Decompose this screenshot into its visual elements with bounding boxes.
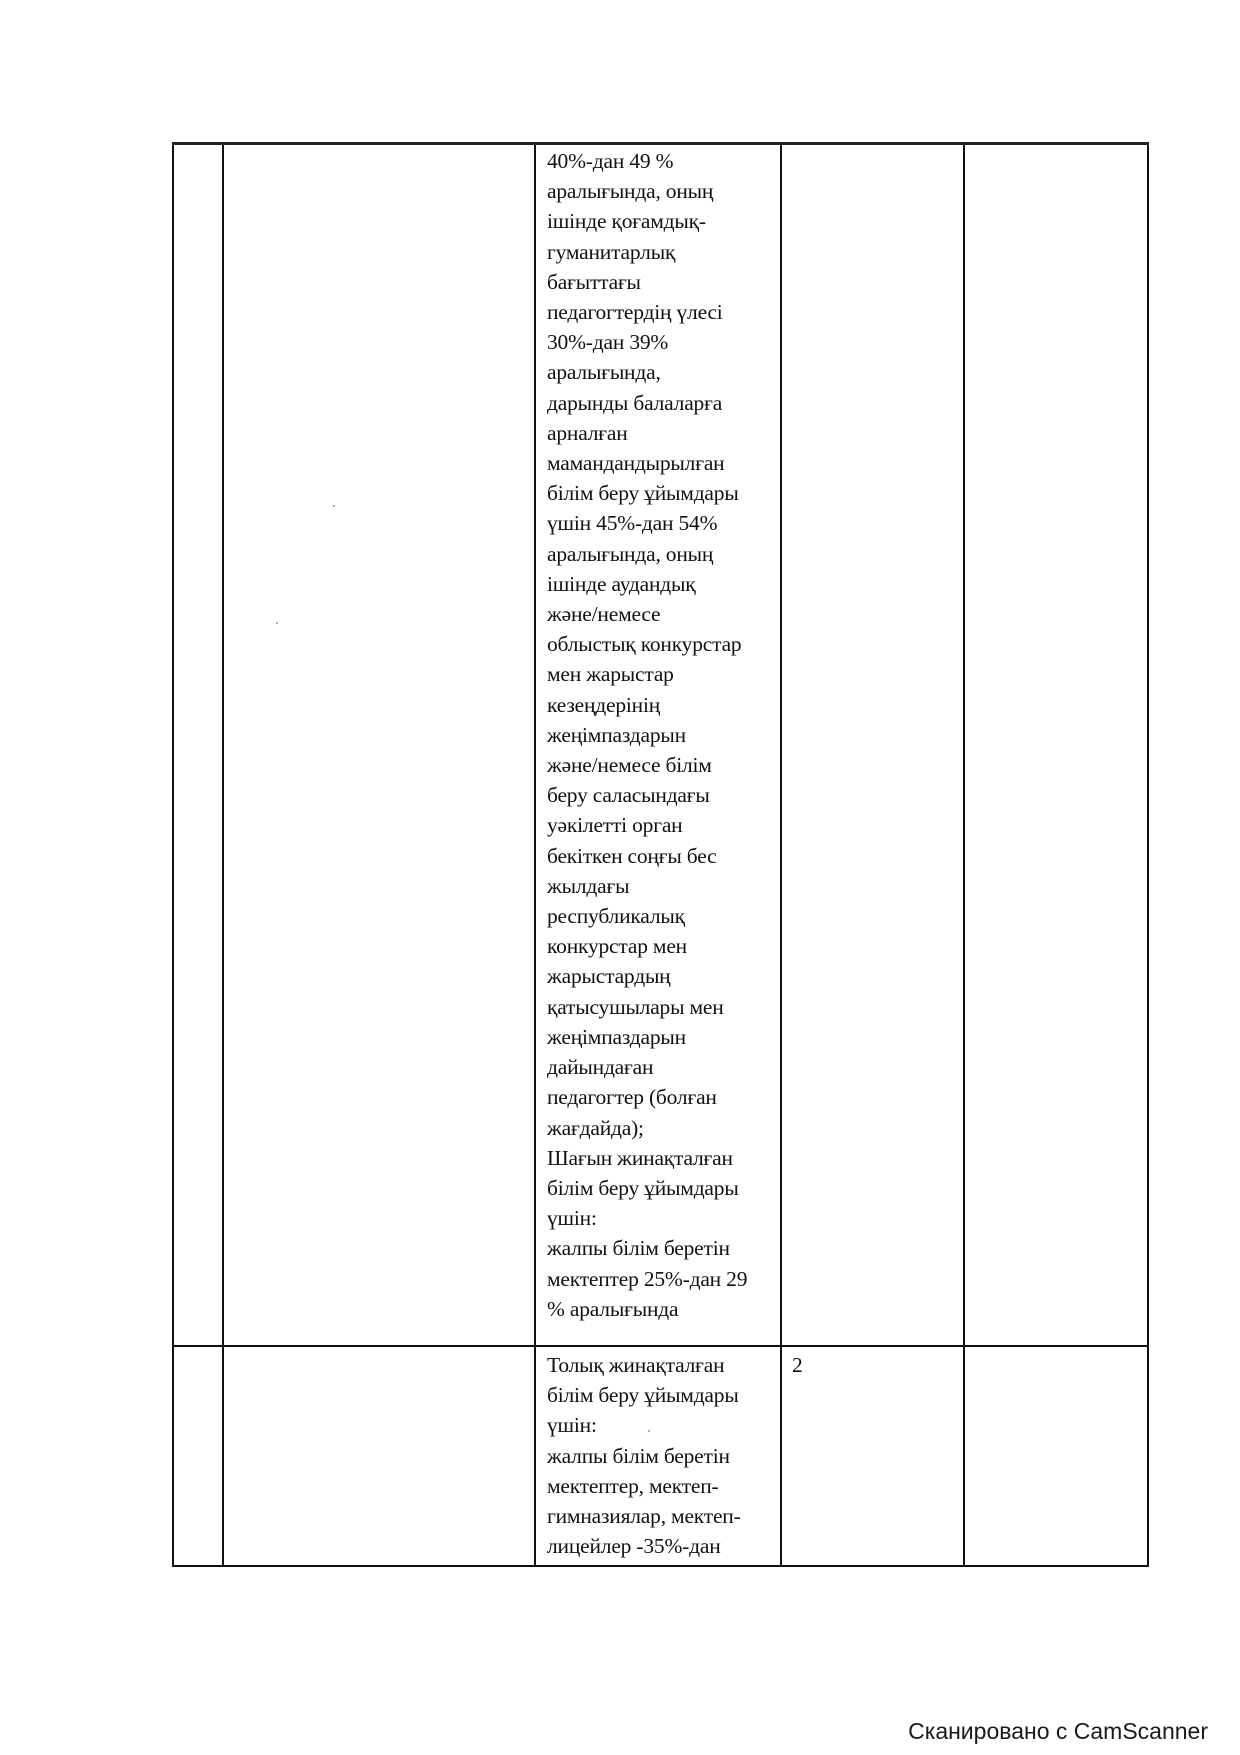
criteria-line: ішінде аудандық	[547, 571, 696, 596]
criteria-line: білім беру ұйымдары	[547, 1383, 739, 1408]
table-row	[173, 144, 1148, 1347]
criteria-line: жеңімпаздарын	[547, 1024, 686, 1049]
criteria-line: педагогтердің үлесі	[547, 300, 723, 325]
criteria-line: бағыттағы	[547, 269, 641, 294]
criteria-line: жарыстардың	[547, 964, 671, 989]
scan-speck	[276, 622, 278, 624]
criteria-line: мамандандырылған	[547, 451, 725, 476]
score-value	[782, 145, 963, 151]
criteria-line: білім беру ұйымдары	[547, 1175, 739, 1200]
criteria-line: Толық жинақталған	[547, 1353, 725, 1377]
criteria-line: қатысушылары мен	[547, 994, 724, 1019]
criteria-line: уәкілетті орган	[547, 813, 683, 838]
note-value	[965, 1347, 1147, 1353]
criteria-line: аралығында,	[547, 360, 661, 385]
criteria-line: педагогтер (болған	[547, 1085, 717, 1110]
score-cell	[781, 144, 964, 1347]
criteria-line: облыстық конкурстар	[547, 632, 742, 657]
criteria-line: ішінде қоғамдық-	[547, 209, 706, 234]
criteria-line: жеңімпаздарын	[547, 722, 686, 747]
criteria-line: жалпы білім беретін	[547, 1443, 730, 1468]
criteria-line: Шағын жинақталған	[547, 1145, 733, 1170]
criteria-line: лицейлер -35%-дан	[547, 1534, 721, 1559]
criteria-line: және/немесе	[547, 602, 661, 627]
table-row	[173, 1346, 1148, 1566]
note-value	[965, 145, 1147, 151]
number-cell	[173, 1346, 223, 1566]
criteria-line: мектептер, мектеп-	[547, 1473, 719, 1498]
criteria-line: жалпы білім беретін	[547, 1236, 730, 1261]
criteria-line: жағдайда);	[547, 1115, 644, 1140]
criteria-text	[536, 1347, 780, 1565]
number-cell	[173, 144, 223, 1347]
criteria-line: мектептер 25%-дан 29	[547, 1266, 748, 1291]
criteria-line: бекіткен соңғы бес	[547, 843, 717, 868]
criteria-line: кезеңдерінің	[547, 692, 661, 717]
indicator-cell	[223, 144, 535, 1347]
scan-speck	[648, 1430, 650, 1432]
indicator-cell	[223, 1346, 535, 1566]
scan-speck	[333, 505, 335, 507]
criteria-line: және/немесе білім	[547, 753, 712, 778]
score-cell	[781, 1346, 964, 1566]
criteria-line: үшін:	[547, 1413, 597, 1438]
score-value: 2	[792, 1353, 803, 1377]
criteria-line: республикалық	[547, 904, 685, 929]
note-cell	[964, 1346, 1148, 1566]
camscanner-watermark: Сканировано с CamScanner	[908, 1718, 1208, 1744]
criteria-line: конкурстар мен	[547, 934, 687, 959]
criteria-cell	[535, 144, 781, 1347]
criteria-line: мен жарыстар	[547, 662, 674, 687]
criteria-line: аралығында, оның	[547, 179, 714, 204]
criteria-table	[172, 142, 1149, 1567]
criteria-cell	[535, 1346, 781, 1566]
criteria-line: дайындаған	[547, 1055, 654, 1080]
criteria-line: арналған	[547, 420, 628, 445]
criteria-line: % аралығында	[547, 1296, 679, 1321]
criteria-line: білім беру ұйымдары	[547, 481, 739, 506]
criteria-line: үшін:	[547, 1206, 597, 1231]
criteria-line: үшін 45%-дан 54%	[547, 511, 718, 536]
criteria-line: беру саласындағы	[547, 783, 710, 808]
note-cell	[964, 144, 1148, 1347]
criteria-line: гуманитарлық	[547, 239, 676, 264]
criteria-line: дарынды балаларға	[547, 390, 723, 415]
criteria-line: жылдағы	[547, 873, 630, 898]
criteria-line: аралығында, оның	[547, 541, 714, 566]
criteria-line: гимназиялар, мектеп-	[547, 1504, 741, 1529]
criteria-text	[536, 145, 780, 1328]
criteria-line: 30%-дан 39%	[547, 330, 669, 355]
criteria-line: 40%-дан 49 %	[547, 149, 674, 173]
